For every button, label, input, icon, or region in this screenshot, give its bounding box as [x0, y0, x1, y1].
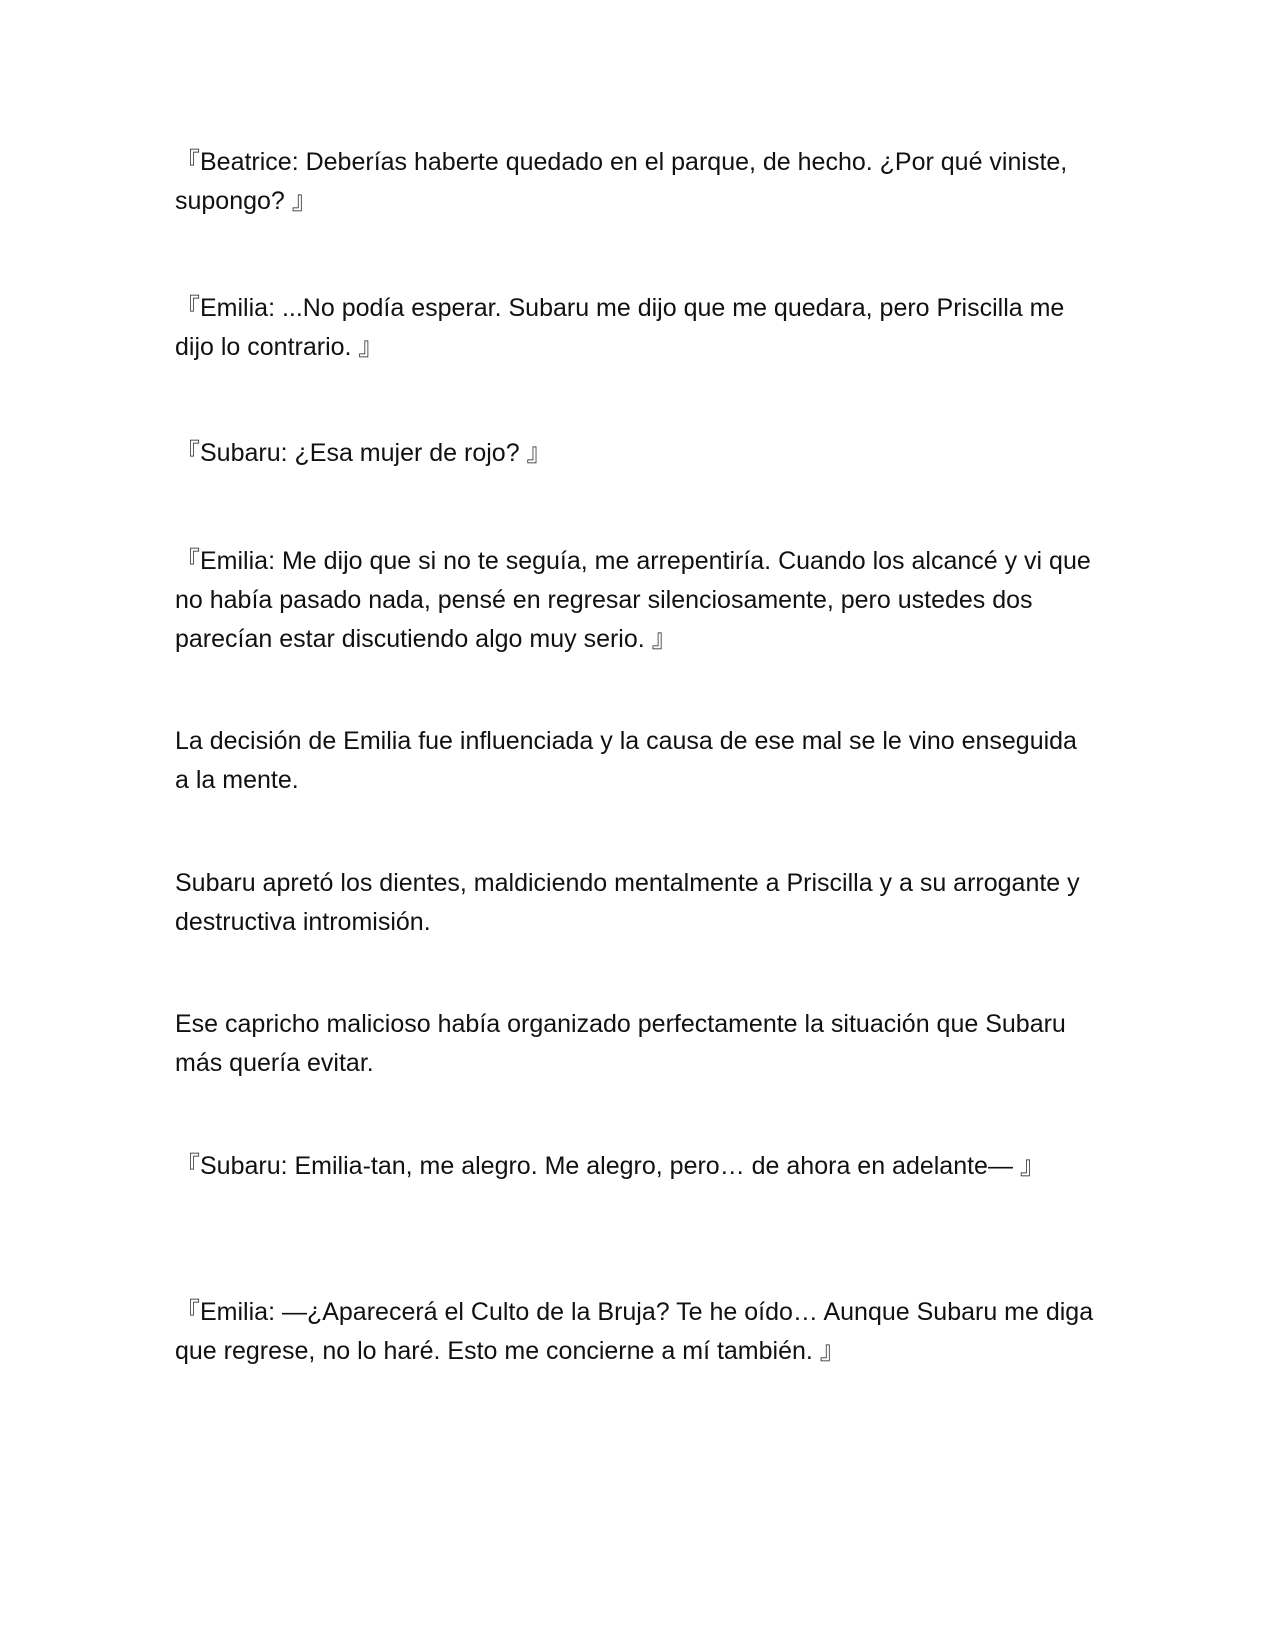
paragraph-emilia-dialogue-1: 『Emilia: ...No podía esperar. Subaru me dijo que me quedara, pero Priscilla me dijo lo contrario. 』	[175, 294, 1065, 361]
paragraph-subaru-dialogue-1: 『Subaru: ¿Esa mujer de rojo? 』	[175, 439, 552, 467]
paragraph-emilia-dialogue-3: 『Emilia: —¿Aparecerá el Culto de la Bruja? Te he oído… Aunque Subaru me diga que regrese, no lo haré. Esto me concierne a mí también. 』	[175, 1298, 1094, 1365]
paragraph-narration-2: Subaru apretó los dientes, maldiciendo mentalmente a Priscilla y a su arrogante y destructiva intromisión.	[175, 869, 1080, 936]
paragraph-narration-3: Ese capricho malicioso había organizado perfectamente la situación que Subaru más quería evitar.	[175, 1010, 1066, 1077]
paragraph-emilia-dialogue-2: 『Emilia: Me dijo que si no te seguía, me arrepentiría. Cuando los alcancé y vi que no había pasado nada, pensé en regresar silenciosamente, pero ustedes dos parecían estar discutiendo algo muy serio. 』	[175, 547, 1091, 653]
paragraph-subaru-dialogue-2: 『Subaru: Emilia-tan, me alegro. Me alegro, pero… de ahora en adelante— 』	[175, 1152, 1045, 1180]
paragraph-narration-1: La decisión de Emilia fue influenciada y la causa de ese mal se le vino enseguida a la mente.	[175, 727, 1077, 794]
paragraph-beatrice-dialogue: 『Beatrice: Deberías haberte quedado en el parque, de hecho. ¿Por qué viniste, supongo? 』	[175, 148, 1068, 215]
